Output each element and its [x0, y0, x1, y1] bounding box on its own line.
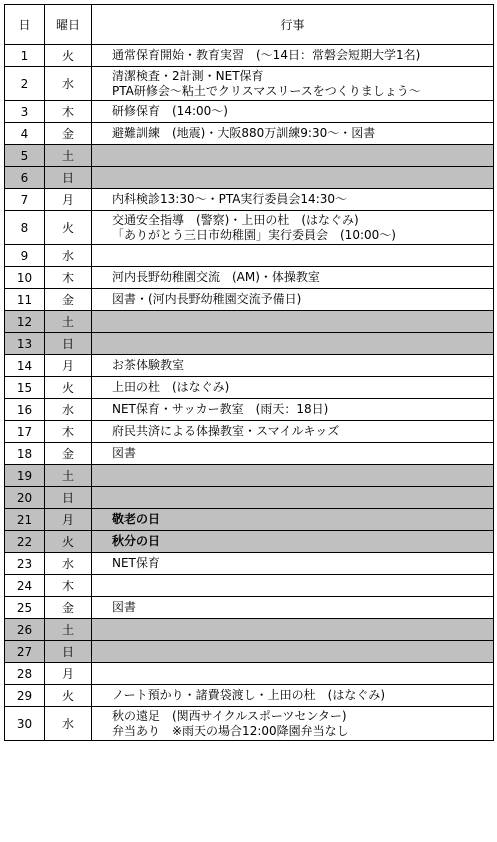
day-cell: 28 [5, 663, 45, 685]
day-cell: 24 [5, 575, 45, 597]
event-cell [92, 531, 494, 553]
event-cell [92, 465, 494, 487]
event-line: 秋分の日 [112, 534, 161, 548]
event-line: 図書・(河内長野幼稚園交流予備日) [112, 292, 302, 306]
day-cell: 22 [5, 531, 45, 553]
event-cell [92, 333, 494, 355]
weekday-cell: 月 [45, 509, 92, 531]
header-event: 行事 [92, 5, 494, 45]
weekday-cell: 水 [45, 707, 92, 741]
event-cell [92, 421, 494, 443]
event-line-2: PTA研修会～粘土でクリスマスリースをつくりましょう～ [112, 83, 421, 98]
table-row [5, 189, 494, 211]
table-row [5, 509, 494, 531]
weekday-cell: 火 [45, 211, 92, 245]
event-line: 通常保育開始・教育実習 (～14日：常磐会短期大学1名) [112, 48, 421, 62]
header-row [5, 5, 494, 45]
day-cell: 1 [5, 45, 45, 67]
event-cell [92, 145, 494, 167]
day-cell: 25 [5, 597, 45, 619]
weekday-cell: 月 [45, 189, 92, 211]
event-line-2: 「ありがとう三日市幼稚園」実行委員会 (10:00～) [112, 227, 396, 242]
day-cell: 3 [5, 101, 45, 123]
table-row [5, 531, 494, 553]
weekday-cell: 火 [45, 45, 92, 67]
table-row [5, 465, 494, 487]
weekday-cell: 木 [45, 421, 92, 443]
event-line: 清潔検査・2計測・NET保育 [112, 68, 264, 83]
day-cell: 2 [5, 67, 45, 101]
table-row [5, 487, 494, 509]
day-cell: 5 [5, 145, 45, 167]
weekday-cell: 火 [45, 685, 92, 707]
event-line: 研修保育 (14:00～) [112, 104, 228, 118]
event-line: 図書 [112, 446, 137, 460]
event-line: 河内長野幼稚園交流 (AM)・体操教室 [112, 270, 320, 284]
weekday-cell: 木 [45, 267, 92, 289]
day-cell: 15 [5, 377, 45, 399]
table-row [5, 167, 494, 189]
table-row [5, 377, 494, 399]
event-cell [92, 355, 494, 377]
day-cell: 20 [5, 487, 45, 509]
event-cell [92, 663, 494, 685]
table-row [5, 597, 494, 619]
weekday-cell: 水 [45, 553, 92, 575]
day-cell: 26 [5, 619, 45, 641]
day-cell: 10 [5, 267, 45, 289]
day-cell: 6 [5, 167, 45, 189]
event-line: 内科検診13:30～・PTA実行委員会14:30～ [112, 192, 348, 206]
day-cell: 30 [5, 707, 45, 741]
day-cell: 13 [5, 333, 45, 355]
day-cell: 4 [5, 123, 45, 145]
table-row [5, 101, 494, 123]
event-cell [92, 289, 494, 311]
event-cell [92, 167, 494, 189]
table-row [5, 267, 494, 289]
event-cell [92, 377, 494, 399]
day-cell: 23 [5, 553, 45, 575]
event-line: 秋の遠足 (関西サイクルスポーツセンター) [112, 708, 347, 723]
event-cell [92, 123, 494, 145]
table-row [5, 399, 494, 421]
weekday-cell: 土 [45, 145, 92, 167]
day-cell: 11 [5, 289, 45, 311]
header-weekday: 曜日 [45, 5, 92, 45]
event-line: 交通安全指導 (警察)・上田の杜 (はなぐみ) [112, 212, 359, 227]
event-line: 敬老の日 [112, 512, 161, 526]
day-cell: 8 [5, 211, 45, 245]
event-cell [92, 211, 494, 245]
day-cell: 7 [5, 189, 45, 211]
day-cell: 16 [5, 399, 45, 421]
weekday-cell: 火 [45, 377, 92, 399]
table-row [5, 123, 494, 145]
table-row [5, 421, 494, 443]
table-row [5, 211, 494, 245]
table-row [5, 45, 494, 67]
day-cell: 18 [5, 443, 45, 465]
table-row [5, 289, 494, 311]
table-row [5, 245, 494, 267]
weekday-cell: 金 [45, 597, 92, 619]
weekday-cell: 水 [45, 399, 92, 421]
event-cell [92, 619, 494, 641]
day-cell: 14 [5, 355, 45, 377]
event-cell [92, 311, 494, 333]
day-cell: 21 [5, 509, 45, 531]
event-cell [92, 509, 494, 531]
day-cell: 17 [5, 421, 45, 443]
table-row [5, 311, 494, 333]
day-cell: 19 [5, 465, 45, 487]
event-line-2: 弁当あり ※雨天の場合12:00降園弁当なし [112, 723, 349, 738]
event-cell [92, 575, 494, 597]
event-cell [92, 267, 494, 289]
event-line: 図書 [112, 600, 137, 614]
event-line: 府民共済による体操教室・スマイルキッズ [112, 424, 340, 438]
event-cell [92, 399, 494, 421]
table-row [5, 619, 494, 641]
table-row [5, 641, 494, 663]
event-cell [92, 245, 494, 267]
table-row [5, 685, 494, 707]
schedule-table [4, 4, 494, 741]
table-row [5, 663, 494, 685]
weekday-cell: 火 [45, 531, 92, 553]
weekday-cell: 木 [45, 575, 92, 597]
event-cell [92, 597, 494, 619]
day-cell: 12 [5, 311, 45, 333]
event-line: 上田の杜 (はなぐみ) [112, 380, 230, 394]
event-cell [92, 443, 494, 465]
event-line: ノート預かり・諸費袋渡し・上田の杜 (はなぐみ) [112, 688, 386, 702]
table-row [5, 333, 494, 355]
weekday-cell: 金 [45, 289, 92, 311]
table-row [5, 707, 494, 741]
event-line: 避難訓練 (地震)・大阪880万訓練9:30～・図書 [112, 126, 376, 140]
table-row [5, 355, 494, 377]
header-day: 日 [5, 5, 45, 45]
event-cell [92, 67, 494, 101]
table-row [5, 553, 494, 575]
event-line: お茶体験教室 [112, 358, 185, 372]
weekday-cell: 月 [45, 355, 92, 377]
weekday-cell: 金 [45, 123, 92, 145]
event-line: NET保育 [112, 556, 160, 570]
event-cell [92, 487, 494, 509]
weekday-cell: 土 [45, 465, 92, 487]
day-cell: 29 [5, 685, 45, 707]
event-cell [92, 189, 494, 211]
weekday-cell: 土 [45, 311, 92, 333]
table-row [5, 575, 494, 597]
weekday-cell: 水 [45, 245, 92, 267]
event-cell [92, 685, 494, 707]
weekday-cell: 日 [45, 641, 92, 663]
event-cell [92, 45, 494, 67]
weekday-cell: 日 [45, 167, 92, 189]
table-row [5, 145, 494, 167]
event-line: NET保育・サッカー教室 (雨天：18日) [112, 402, 329, 416]
event-cell [92, 553, 494, 575]
table-row [5, 67, 494, 101]
weekday-cell: 木 [45, 101, 92, 123]
weekday-cell: 土 [45, 619, 92, 641]
event-cell [92, 641, 494, 663]
weekday-cell: 水 [45, 67, 92, 101]
event-cell [92, 101, 494, 123]
weekday-cell: 月 [45, 663, 92, 685]
weekday-cell: 金 [45, 443, 92, 465]
schedule-body [5, 45, 494, 741]
weekday-cell: 日 [45, 333, 92, 355]
event-cell [92, 707, 494, 741]
day-cell: 9 [5, 245, 45, 267]
day-cell: 27 [5, 641, 45, 663]
weekday-cell: 日 [45, 487, 92, 509]
table-row [5, 443, 494, 465]
